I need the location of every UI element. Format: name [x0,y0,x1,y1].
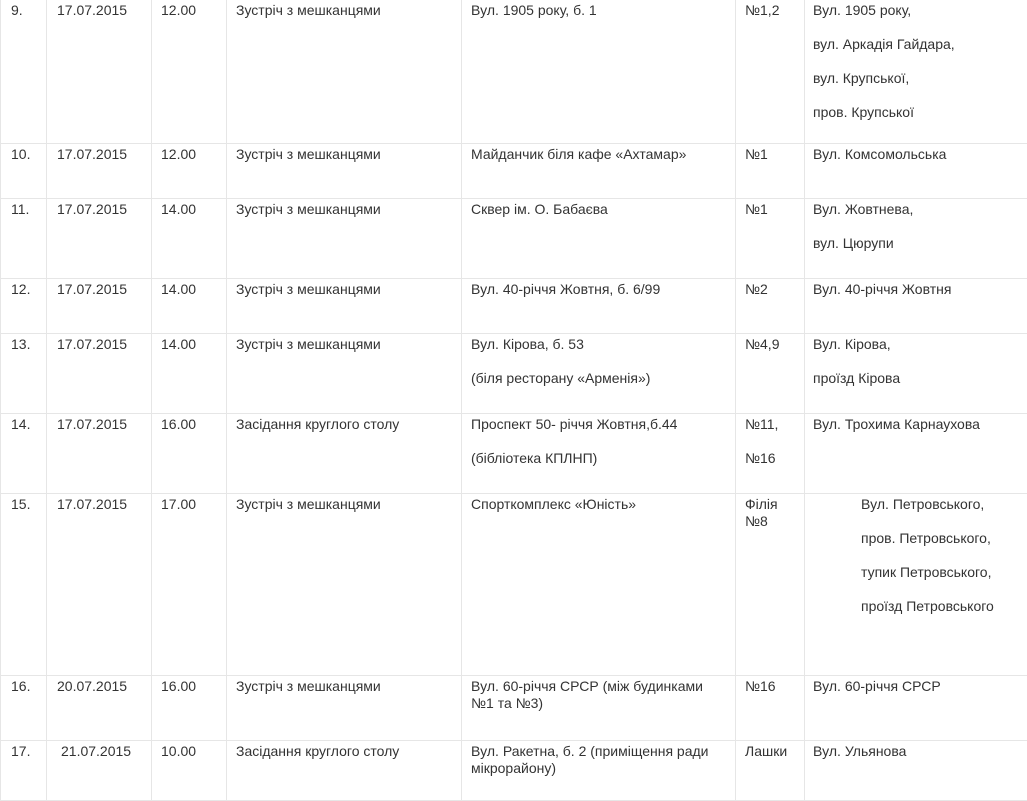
table-row [1,741,1027,801]
table-row [1,279,1027,334]
streets [805,676,1027,695]
place-line: Майданчик біля кафе «Ахтамар» [471,146,729,163]
district [736,676,804,695]
event-date: 17.07.2015 [47,334,151,353]
street-line: вул. Крупської, [813,70,1022,87]
row-number: 12. [1,279,46,298]
district [736,334,804,353]
district-line: №1 [745,146,798,163]
table-row [1,676,1027,741]
event-date: 17.07.2015 [47,414,151,433]
event-type: Засідання круглого столу [227,741,461,760]
row-number: 9. [1,0,46,19]
district-line: №2 [745,281,798,298]
event-type: Зустріч з мешканцями [227,494,461,513]
district-line: №1,2 [745,2,798,19]
event-type: Зустріч з мешканцями [227,676,461,695]
district-line: №16 [745,450,798,467]
district-line: №8 [745,513,798,530]
table-row [1,0,1027,144]
row-number: 14. [1,414,46,433]
place-line: Вул. Кірова, б. 53 [471,336,729,353]
event-type: Засідання круглого столу [227,414,461,433]
street-line: пров. Крупської [813,104,1022,121]
streets [805,0,1027,121]
event-time: 12.00 [152,0,226,19]
event-date: 17.07.2015 [47,279,151,298]
district [736,144,804,163]
district [736,494,804,530]
streets [805,494,1027,615]
row-number: 11. [1,199,46,218]
district [736,414,804,467]
table-row [1,414,1027,494]
row-number: 10. [1,144,46,163]
event-time: 12.00 [152,144,226,163]
event-time: 17.00 [152,494,226,513]
streets [805,334,1027,387]
event-date: 17.07.2015 [47,144,151,163]
district [736,199,804,218]
place-line: (біля ресторану «Арменія») [471,370,729,387]
place-line: Сквер ім. О. Бабаєва [471,201,729,218]
row-number: 16. [1,676,46,695]
street-line: вул. Цюрупи [813,235,1022,252]
district [736,741,804,760]
event-place [462,199,735,218]
street-line: проїзд Кірова [813,370,1022,387]
row-number: 17. [1,741,46,760]
street-line: Вул. Комсомольська [813,146,1022,163]
table-row [1,144,1027,199]
event-time: 14.00 [152,199,226,218]
streets [805,279,1027,298]
street-line: Вул. Петровського, [813,496,1022,513]
event-date: 17.07.2015 [47,0,151,19]
event-time: 16.00 [152,676,226,695]
place-line: Вул. 40-річчя Жовтня, б. 6/99 [471,281,729,298]
row-number: 15. [1,494,46,513]
street-line: Вул. Трохима Карнаухова [813,416,1022,433]
street-line: Вул. Ульянова [813,743,1022,760]
event-place [462,144,735,163]
street-line: Вул. 1905 року, [813,2,1022,19]
row-number: 13. [1,334,46,353]
district-line: №4,9 [745,336,798,353]
table-row [1,334,1027,414]
district-line: Лашки [745,743,798,760]
event-time: 14.00 [152,334,226,353]
streets [805,741,1027,760]
event-type: Зустріч з мешканцями [227,279,461,298]
event-place [462,279,735,298]
place-line: (бібліотека КПЛНП) [471,450,729,467]
place-line: Спорткомплекс «Юність» [471,496,729,513]
district [736,279,804,298]
event-type: Зустріч з мешканцями [227,144,461,163]
event-time: 10.00 [152,741,226,760]
event-type: Зустріч з мешканцями [227,0,461,19]
district-line: Філія [745,496,798,513]
streets [805,414,1027,433]
district [736,0,804,19]
street-line: тупик Петровського, [813,564,1022,581]
table-row [1,494,1027,676]
event-place [462,414,735,467]
event-type: Зустріч з мешканцями [227,199,461,218]
event-date: 17.07.2015 [47,494,151,513]
event-type: Зустріч з мешканцями [227,334,461,353]
event-date: 20.07.2015 [47,676,151,695]
event-date: 17.07.2015 [47,199,151,218]
district-line: №1 [745,201,798,218]
place-line: Вул. 1905 року, б. 1 [471,2,729,19]
street-line: пров. Петровського, [813,530,1022,547]
streets [805,199,1027,252]
event-time: 14.00 [152,279,226,298]
event-place [462,676,735,712]
event-place [462,334,735,387]
place-line: Вул. 60-річчя СРСР (між будинками №1 та №3) [471,678,729,712]
place-line: Вул. Ракетна, б. 2 (приміщення ради мікрорайону) [471,743,729,777]
street-line: Вул. Жовтнева, [813,201,1022,218]
street-line: Вул. 60-річчя СРСР [813,678,1022,695]
event-date: 21.07.2015 [47,741,151,760]
street-line: Вул. 40-річчя Жовтня [813,281,1022,298]
street-line: проїзд Петровського [813,598,1022,615]
place-line: Проспект 50- річчя Жовтня,б.44 [471,416,729,433]
district-line: №11, [745,416,798,433]
district-line: №16 [745,678,798,695]
event-place [462,494,735,513]
event-time: 16.00 [152,414,226,433]
streets [805,144,1027,163]
event-place [462,741,735,777]
street-line: Вул. Кірова, [813,336,1022,353]
table-row [1,199,1027,279]
event-place [462,0,735,19]
street-line: вул. Аркадія Гайдара, [813,36,1022,53]
